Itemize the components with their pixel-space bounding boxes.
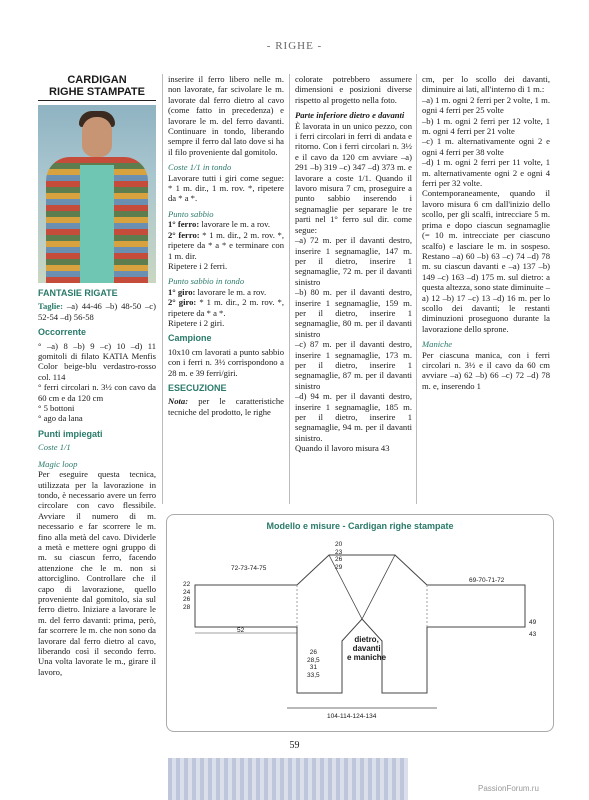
- materials-item: ° ferri circolari n. 3½ con cavo da 60 cm e da 120 cm: [38, 382, 156, 403]
- row-text: * 1 m. dir., 2 m. rov. *, ripetere da * a * e terminare con 1 m. dir.: [168, 229, 284, 261]
- subheading: Punto sabbio in tondo: [168, 276, 245, 287]
- page-number: 59: [289, 740, 300, 751]
- paragraph: –c) 1 m. alternativamente ogni 2 e ogni 4 ferri per 38 volte: [422, 136, 550, 157]
- paragraph: inserire il ferro libero nelle m. non lavorate, far scivolare le m. lavorate dal ferro dietro al cavo (come fatto in precedenza) e lavorare le m. del ferro davanti. Continuare in tondo, liberando sempre il ferro dal lato dove si ha il filo proveniente dal gomitolo.: [168, 74, 284, 157]
- height-measure: 49: [529, 619, 537, 626]
- materials-item: ° –a) 8 –b) 9 –c) 10 –d) 11 gomitoli di filato KATIA Menfis Color beige-blu verdastro-rosso col. 114: [38, 340, 156, 382]
- paragraph: cm, per lo scollo dei davanti, diminuire ai lati, all'interno di 1 m.:: [422, 74, 550, 95]
- row-text: lavorare le m. a rov.: [201, 219, 270, 230]
- piece-label: [347, 635, 386, 662]
- paragraph: [168, 396, 284, 417]
- title-line-1: CARDIGAN: [67, 74, 127, 86]
- paragraph: –b) 80 m. per il davanti destro, inserire 1 segnamaglie, 159 m. per il dietro, inserire 1 segnamaglie, 80 m. per il davanti sinistro: [295, 287, 412, 339]
- measure: 33,5: [307, 671, 320, 679]
- measure: 31: [309, 664, 317, 671]
- paragraph: –a) 72 m. per il davanti destro, inserire 1 segnamaglie, 147 m. per il dietro, inserire 1 segnamaglie, 72 m. per il davanti sinistro: [295, 235, 412, 287]
- subheading: Maniche: [422, 339, 453, 350]
- head-image: [82, 117, 112, 157]
- coste-label: Coste 1/1: [38, 442, 71, 453]
- paragraph: [168, 297, 284, 318]
- row-label: 2° giro:: [168, 297, 197, 308]
- row-label: 1° giro:: [168, 286, 196, 297]
- subheading: Punto sabbio: [168, 208, 214, 219]
- paragraph: [168, 230, 284, 261]
- article-title: [38, 74, 156, 101]
- magic-loop-text: Per eseguire questa tecnica, utilizzata per la lavorazione in tondo, è necessario avere un ferro circolare con cavo flessibile. Avviare il numero di m. necessario e far scorrere le m. fino alla metà del cavo. Dividerle a metà e mettere ogni gruppo di m. su ciascun ferro, facendo attenzione che le m. non si attorciglino. Controllare che il capo di lavorazione, quello proveniente dal gomitolo, sia sul ferro dietro. Iniziare a lavorare le m. del ferro davanti: prima, però, far scorrere le m. che non sono da lavorare dal ferro dietro al cavo, liberando così il secondo ferro. Una volta lavorate le m., girare il lavoro,: [38, 469, 156, 677]
- note-text: per le caratteristiche tecniche del prodotto, le righe: [168, 396, 284, 417]
- measure: 20: [335, 541, 343, 548]
- knit-swatch-image: [168, 758, 408, 800]
- row-text: lavorare le m. a rov.: [197, 286, 267, 297]
- paragraph: Lavorare tutti i giri come segue: * 1 m. dir., 1 m. rov. *, ripetere da * a *.: [168, 172, 284, 204]
- schematic-diagram: [166, 514, 554, 732]
- sizes: [38, 301, 156, 322]
- column-divider: [162, 74, 163, 504]
- materials-item: ° ago da lana: [38, 413, 83, 424]
- shoulder-measure: 72-73-74-75: [231, 565, 267, 572]
- label-line: dietro,: [354, 635, 379, 644]
- paragraph: È lavorata in un unico pezzo, con i ferri circolari in ferri di andata e ritorno. Con i ferri circolari n. 3½ e il cavo da 120 cm avviare –a) 291 –b) 319 –c) 347 –d) 373 m. e lavorare a coste 1/1. Quando il lavoro misura 7 cm, proseguire a punto sabbio inserendo i segnamaglie per separare le tre parti nel 1° ferro sul dir. come segue:: [295, 120, 412, 235]
- esecuzione-heading: ESECUZIONE: [168, 382, 227, 393]
- paragraph: –d) 94 m. per il davanti destro, inserire 1 segnamaglie, 185 m. per il dietro, inserire 1 segnamaglie, 94 m. per il davanti sinistro.: [295, 391, 412, 443]
- schematic-outline: [167, 515, 553, 731]
- paragraph: Contemporaneamente, quando il lavoro misura 6 cm dall'inizio dello scollo, per gli scalfi, intrecciare 5 m. prima e dopo ciascun segnamaglie (= 10 m. intrecciate per ciascuno scalfo) e lasciare le m. in sospeso. Restano –a) 60 –b) 63 –c) 74 –d) 78 m. su ciascun davanti e –a) 137 –b) 149 –c) 163 –d) 175 m. sul dietro: a questa altezza, sono state diminuite –a) 12 –b) 17 –c) 13 –d) 16 m. per lo scollo dei davanti; le restanti diminuzioni proseguono durante la lavorazione dello sprone.: [422, 188, 550, 334]
- measure: 26: [309, 649, 317, 656]
- front-width-measure: [307, 649, 320, 679]
- note-label: Nota:: [168, 396, 189, 407]
- row-label: 2° ferro:: [168, 229, 200, 240]
- column-1: [38, 74, 156, 682]
- paragraph: –a) 1 m. ogni 2 ferri per 2 volte, 1 m. ogni 4 ferri per 25 volte: [422, 94, 550, 116]
- diagram-title: Modello e misure - Cardigan righe stampate: [266, 521, 454, 531]
- width-measure: 104-114-124-134: [327, 713, 377, 720]
- paragraph: [168, 219, 284, 229]
- paragraph: Ripetere i 2 ferri.: [168, 260, 228, 271]
- measure: 22: [183, 581, 191, 588]
- subheading: Parte inferiore dietro e davanti: [295, 110, 405, 121]
- shirt-image: [80, 165, 114, 283]
- paragraph: Ripetere i 2 giri.: [168, 317, 225, 328]
- column-3: [295, 74, 412, 459]
- row-text: * 1 m. dir., 2 m. rov. *, ripetere da * a *.: [168, 297, 284, 318]
- height-measure: 43: [529, 631, 537, 638]
- paragraph: –d) 1 m. ogni 2 ferri per 11 volte, 1 m. alternativamente ogni 2 e ogni 4 ferri per 32 volte.: [422, 157, 550, 189]
- fantasie-heading: FANTASIE RIGATE: [38, 288, 118, 298]
- model-photo: [38, 105, 156, 283]
- sizes-label: Taglie:: [38, 301, 63, 312]
- sizes-text: –a) 44-46 –b) 48-50 –c) 52-54 –d) 56-58: [38, 301, 156, 322]
- column-2: [168, 74, 284, 422]
- measure: 28: [183, 603, 191, 611]
- column-divider: [289, 74, 290, 504]
- paragraph: –c) 87 m. per il davanti destro, inserire 1 segnamaglie, 173 m. per il dietro, inserire 1 segnamaglie, 87 m. per il davanti sinistro: [295, 339, 412, 391]
- row-label: 1° ferro:: [168, 219, 200, 230]
- label-line: davanti: [352, 644, 381, 653]
- occorrente-heading: Occorrente: [38, 327, 87, 338]
- paragraph: 10x10 cm lavorati a punto sabbio con i ferri n. 3½ corrispondono a 28 m. e 39 ferri/giri.: [168, 346, 284, 378]
- length-measure: 69-70-71-72: [469, 577, 505, 584]
- cuff-measure: [183, 581, 190, 611]
- paragraph: [168, 287, 284, 297]
- magic-loop-label: Magic loop: [38, 458, 78, 469]
- measure: 24: [183, 588, 191, 596]
- paragraph: –b) 1 m. ogni 2 ferri per 12 volte, 1 m. ogni 4 ferri per 21 volte: [422, 115, 550, 137]
- measure: 26: [183, 596, 191, 603]
- measure: 29: [335, 563, 343, 571]
- paragraph: Quando il lavoro misura 43: [295, 443, 390, 454]
- measure: 23: [335, 548, 343, 556]
- paragraph: Per ciascuna manica, con i ferri circolari n. 3½ e il cavo da 60 cm avviare –a) 62 –b) 66 –c) 72 –d) 78 m. e, inserendo 1: [422, 349, 550, 391]
- sleeve-measure: 52: [237, 627, 245, 634]
- watermark: PassionForum.ru: [478, 784, 539, 793]
- punti-heading: Punti impiegati: [38, 428, 103, 439]
- measure: 26: [335, 556, 343, 563]
- materials-item: ° 5 bottoni: [38, 403, 75, 414]
- paragraph: colorate potrebbero assumere dimensioni e posizioni diverse rispetto al progetto nella foto.: [295, 74, 412, 105]
- section-header: - RIGHE -: [266, 40, 323, 52]
- subheading: Coste 1/1 in tondo: [168, 162, 232, 173]
- column-4: [422, 74, 550, 396]
- column-divider: [416, 74, 417, 504]
- campione-heading: Campione: [168, 333, 212, 344]
- measure: 28,5: [307, 656, 320, 664]
- label-line: e maniche: [347, 653, 387, 662]
- title-line-2: RIGHE STAMPATE: [49, 86, 145, 98]
- neck-measure: [335, 541, 342, 571]
